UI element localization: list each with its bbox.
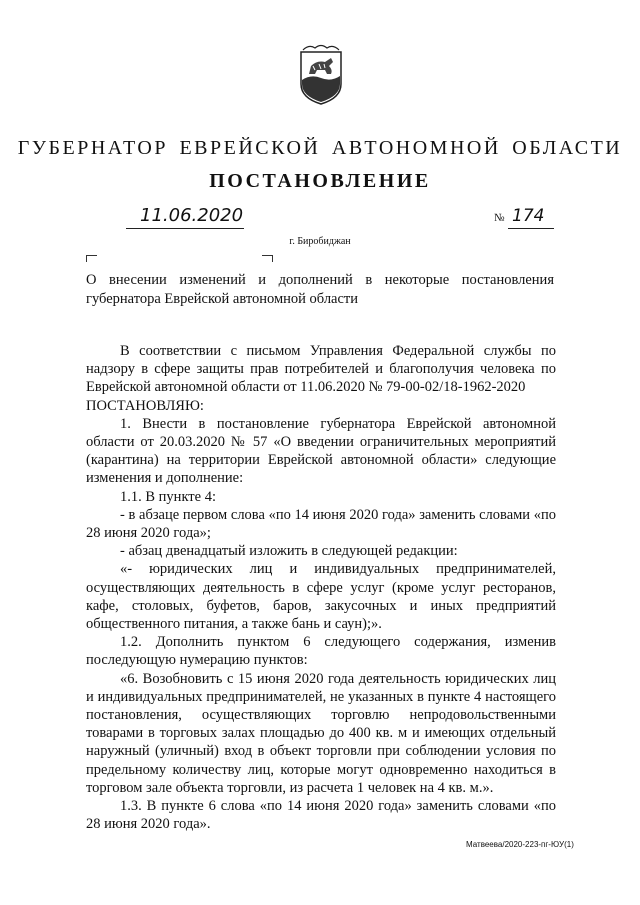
authority-title: ГУБЕРНАТОР ЕВРЕЙСКОЙ АВТОНОМНОЙ ОБЛАСТИ [17,137,623,159]
paragraph: «6. Возобновить с 15 июня 2020 года деятельность юридических лиц и индивидуальных предпринимателей, не указанных в пункте 4 настоящего постановления, осуществляющих торговлю непродовольственными товарами в торговых залах площадью до 400 кв. м и имеющих отдельный наружный (уличный) вход в объект торговли при соблюдении условия по предельному количеству лиц, которые могут одновременно находиться в торговом зале объекта торговли, из расчета 1 человек на 4 кв. м.». [86,670,556,796]
coat-of-arms-icon [297,44,345,106]
paragraph: В соответствии с письмом Управления Федеральной службы по надзору в сфере защиты прав потребителей и благополучия человека по Еврейской автономной области от 11.06.2020 № 79-00-02/18-1962-2020 [86,343,556,396]
paragraph: 1.3. В пункте 6 слова «по 14 июня 2020 года» заменить словами «по 28 июня 2020 года». [86,798,556,833]
document-type: ПОСТАНОВЛЕНИЕ [209,170,431,192]
paragraph: - в абзаце первом слова «по 14 июня 2020 года» заменить словами «по 28 июня 2020 года»; [86,506,556,542]
paragraph: - абзац двенадцатый изложить в следующей редакции: [120,543,458,560]
paragraph: 1.1. В пункте 4: [120,488,216,505]
document-date: 11.06.2020 [140,205,244,226]
paragraph-decree: ПОСТАНОВЛЯЮ: [86,397,204,414]
city: г. Биробиджан [289,236,351,247]
subject-bracket-right [262,255,273,262]
paragraph: 1. Внести в постановление губернатора Еврейской автономной области от 20.03.2020 № 57 «О введении ограничительных мероприятий (карантина) на территории Еврейской автономной области» следующие изменения и дополнение: [86,415,556,487]
footer-code: Матвеева/2020-223-пг-ЮУ(1) [466,840,574,849]
document-subject: О внесении изменений и дополнений в некоторые постановления губернатора Еврейской автономной области [86,272,554,307]
document-body [86,342,556,833]
number-label: № [494,212,505,224]
date-underline [126,228,244,229]
paragraph: 1.2. Дополнить пунктом 6 следующего содержания, изменив последующую нумерацию пунктов: [86,634,556,669]
document-number: 174 [512,206,545,226]
subject-bracket-left [86,255,97,262]
paragraph: «- юридических лиц и индивидуальных предпринимателей, осуществляющих деятельность в сфере услуг (кроме услуг ресторанов, кафе, столовых, буфетов, баров, закусочных и иных предприятий общественного питания, а также бань и саун);». [86,561,556,633]
number-underline [508,228,554,229]
